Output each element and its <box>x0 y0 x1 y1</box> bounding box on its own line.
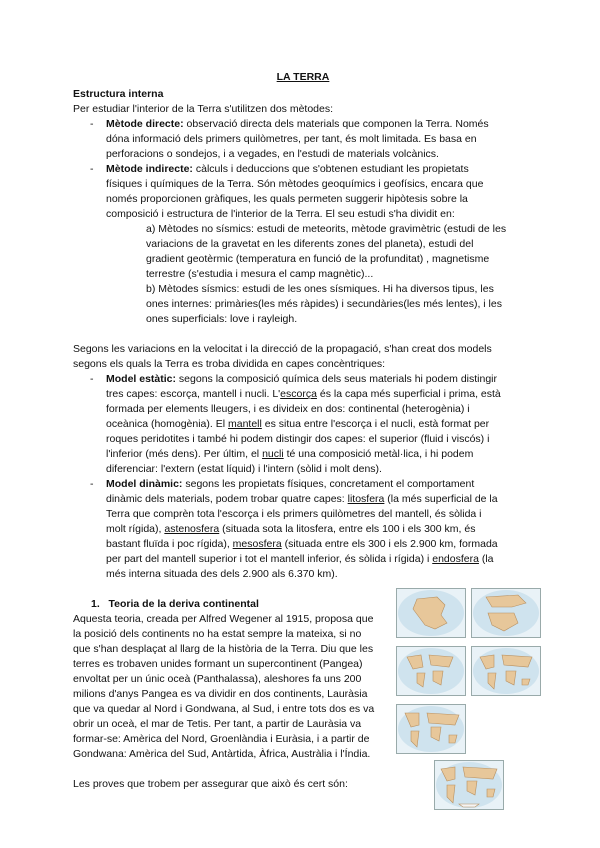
continental-drift-maps <box>396 588 541 813</box>
text-line: ones superficials: love i rayleigh. <box>146 313 298 325</box>
subitem-no-sismics <box>146 222 533 282</box>
map-neogene <box>396 704 466 754</box>
map-cretaceous <box>396 646 466 696</box>
text-line: Aquesta teoria, creada per Alfred Wegener al 1915, proposa que <box>73 613 374 625</box>
map-present <box>434 760 504 810</box>
text-line: composició i estructura de l'interior de la Terra. El seu estudi s'ha dividit en: <box>106 208 455 220</box>
text-line: ones internes: primàries(les més ràpides) i secundàries(les més lentes), i les <box>146 298 502 310</box>
text-line: Segons les variacions en la velocitat i la direcció de la propagació, s'han creat dos models <box>73 343 492 355</box>
list-item-model-dinamic <box>106 477 533 582</box>
text-line: és la capa més superficial i prima, està <box>316 388 501 400</box>
text-line: (situada sota la litosfera, entre els 100 i els 300 km, és <box>219 523 476 535</box>
map-pangea <box>396 588 466 638</box>
term-astenosfera: astenosfera <box>164 523 220 535</box>
item-label: Model estàtic: <box>106 373 177 385</box>
text-line: segons les propietats físiques, concretament el comportament <box>182 478 475 490</box>
text-line: perforacions o sondejos, i a vegades, en l'estudi de materials volcànics. <box>106 148 439 160</box>
text-line: es situa entre l'escorça i el nucli, està format per <box>261 418 490 430</box>
text-line: té una composició metàl·lica, i hi podem <box>283 448 474 460</box>
text-line: terrestre (s'estudia i mesura el camp magnètic)... <box>146 268 374 280</box>
text-line: Terra que comprèn tota l'escorça i els primers quilòmetres del mantell, és sòlida i <box>106 508 482 520</box>
text-line: que va quedar al Nord i Gondwana, al Sud, i entre tots dos es va <box>73 703 375 715</box>
text-line: terres es trobaven unides formant un supercontinent (Pangea) <box>73 658 363 670</box>
text-line: Gondwana: Amèrica del Sud, Antàrtida, Àfrica, Austràlia i l'Índia. <box>73 748 371 760</box>
map-laurasia-gondwana <box>471 588 541 638</box>
text-line: diferenciar: l'extern (estat líquid) i l'intern (sòlid i molt dens). <box>106 463 382 475</box>
section-intro: Per estudiar l'interior de la Terra s'utilitzen dos mètodes: <box>73 103 334 115</box>
text-line: (la <box>478 553 494 565</box>
term-endosfera: endosfera <box>432 553 479 565</box>
text-line: observació directa dels materials que componen la Terra. Només <box>183 118 489 130</box>
text-line: només proporcionen gràfiques, les quals permeten suggerir hipòtesis sobre la <box>106 193 468 205</box>
text-line: per part del mantell superior i tot el mantell inferior, és sòlida i rígida) i <box>106 553 433 565</box>
text-line: (la més superficial de la <box>384 493 498 505</box>
map-paleogene <box>471 646 541 696</box>
list-item-metode-directe <box>106 117 533 162</box>
text-line: roques peridotites i també hi podem distingir dos capes: el superior (fluid i viscós) i <box>106 433 490 445</box>
text-line: físiques i químiques de la Terra. Són mètodes geoquímics i geofísics, encara que <box>106 178 484 190</box>
item-label: Model dinàmic: <box>106 478 183 490</box>
text-line: que s'han desplaçat al llarg de la història de la Terra. Diu que les <box>73 643 374 655</box>
text-line: dóna informació dels primers quilòmetres, per tant, és molt limitada. Es basa en <box>106 133 477 145</box>
text-line: segons els quals la Terra es troba dividida en capes concèntriques: <box>73 358 386 370</box>
list-item-metode-indirecte <box>106 162 533 222</box>
text-line: l'inferior (més dens). Per últim, el <box>106 448 263 460</box>
text-line: (situada entre els 300 i els 2.900 km, formada <box>281 538 498 550</box>
page-title: LA TERRA <box>276 71 330 83</box>
text-line: oceànica (homogènia). El <box>106 418 228 430</box>
subitem-sismics <box>146 282 533 327</box>
text-line: segons la composició química dels seus materials hi podem distingir <box>176 373 497 385</box>
section-heading-estructura: Estructura interna <box>73 88 164 100</box>
heading-number: 1. <box>91 598 100 610</box>
text-line: molt rígida), <box>106 523 165 535</box>
text-line: gradient geotèrmic (temperatura en funció de la profunditat) , magnetisme <box>146 253 490 265</box>
item-label: Mètode directe: <box>106 118 184 130</box>
methods-list <box>73 117 533 222</box>
document-page <box>73 70 533 792</box>
models-intro <box>73 342 533 372</box>
text-line: formar-se: Amèrica del Nord, Groenlàndia i Euràsia, i a partir de <box>73 733 370 745</box>
heading-text: Teoria de la deriva continental <box>108 598 259 610</box>
list-item-model-estatic <box>106 372 533 477</box>
term-nucli: nucli <box>262 448 284 460</box>
text-line: la posició dels continents no ha estat sempre la mateixa, si no <box>73 628 362 640</box>
text-line: més interna situada des dels 2.900 als 6.370 km). <box>106 568 338 580</box>
term-mantell: mantell <box>228 418 262 430</box>
text-line: dinàmic dels materials, podem trobar quatre capes: <box>106 493 348 505</box>
text-line: envoltat per un únic oceà (Panthalassa), aleshores fa uns 200 <box>73 673 362 685</box>
models-list <box>73 372 533 582</box>
text-line: obrir un oceà, el mar de Tetis. Per tant, a partir de Lauràsia va <box>73 718 362 730</box>
term-litosfera: litosfera <box>347 493 385 505</box>
text-line: b) Mètodes sísmics: estudi de les ones sísmiques. Hi ha diversos tipus, les <box>146 283 494 295</box>
closing-line: Les proves que trobem per assegurar que això és cert són: <box>73 778 348 790</box>
deriva-paragraph <box>73 612 391 762</box>
text-line: càlculs i deduccions que s'obtenen estudiant les propietats <box>192 163 469 175</box>
text-line: formada per elements lleugers, i es divideix en dos: continental (heterogènia) i <box>106 403 470 415</box>
text-line: milions d'anys Pangea es va dividir en dos continents, Lauràsia <box>73 688 368 700</box>
item-label: Mètode indirecte: <box>106 163 193 175</box>
text-line: a) Mètodes no sísmics: estudi de meteorits, mètode gravimètric (estudi de les <box>146 223 507 235</box>
text-line: bastant fluïda i poc rígida), <box>106 538 233 550</box>
text-line: tres capes: escorça, mantell i nucli. L' <box>106 388 281 400</box>
term-escorca: escorça <box>280 388 317 400</box>
term-mesosfera: mesosfera <box>232 538 282 550</box>
text-line: variacions de la gravetat en les diferents zones del planeta), estudi del <box>146 238 474 250</box>
